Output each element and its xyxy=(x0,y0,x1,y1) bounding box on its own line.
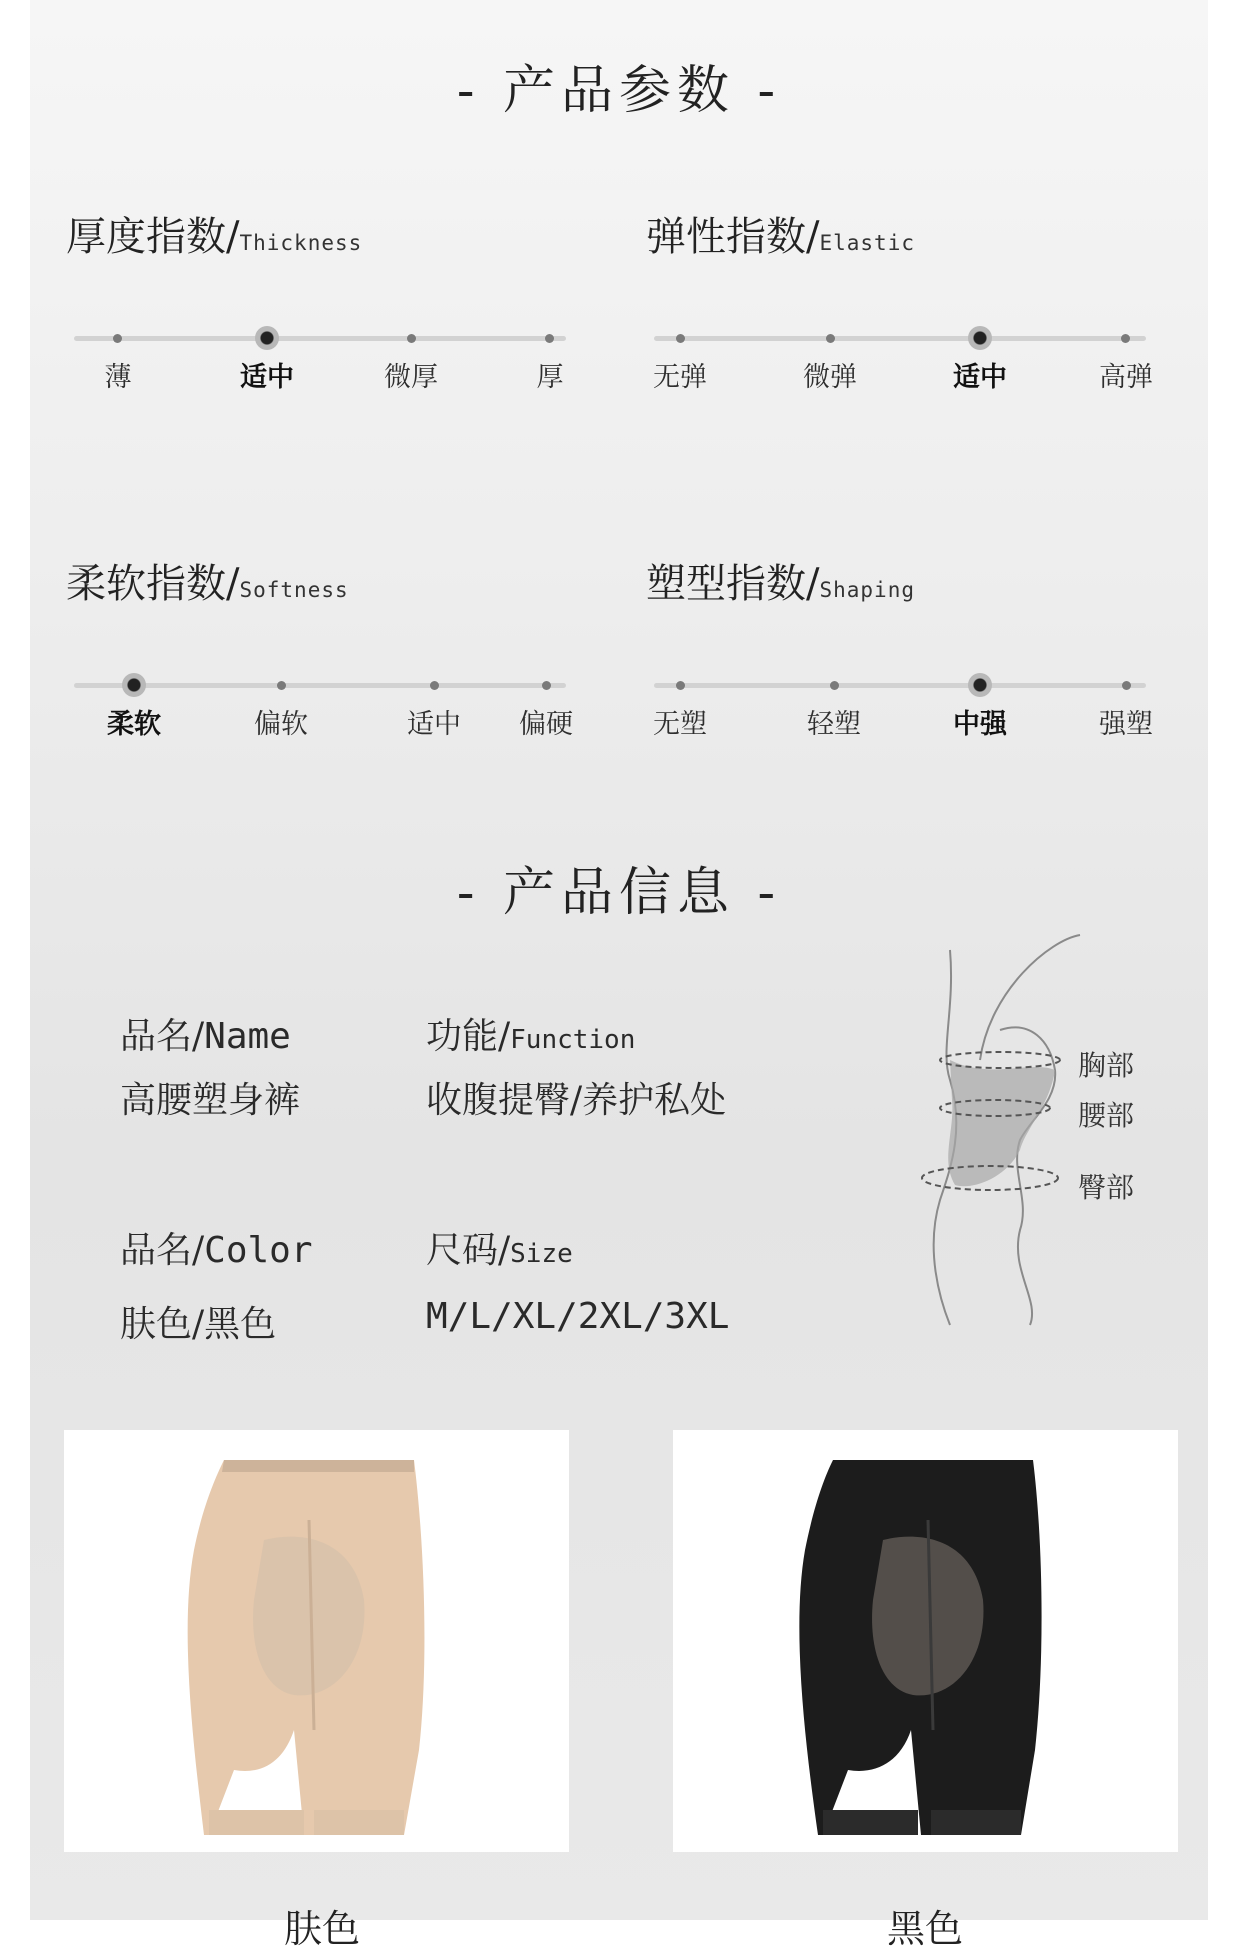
metric-elastic xyxy=(646,205,1156,405)
product-photo-nude xyxy=(64,1430,569,1852)
name-value: 高腰塑身裤 xyxy=(120,1080,301,1121)
metric-shaping xyxy=(646,552,1156,752)
metric-track xyxy=(74,683,566,688)
level-dot xyxy=(430,681,439,690)
level-label-selected: 中强 xyxy=(953,709,1007,740)
level-label: 薄 xyxy=(104,362,132,393)
level-dot xyxy=(676,334,685,343)
metric-track xyxy=(74,336,566,341)
level-dot xyxy=(542,681,551,690)
params-section-title: - 产品参数 - xyxy=(456,61,782,121)
metric-title: 柔软指数/Softness xyxy=(66,561,349,607)
level-dot xyxy=(826,334,835,343)
color-label: 品名/Color xyxy=(120,1230,313,1271)
level-label: 微厚 xyxy=(384,362,438,393)
level-dot-selected xyxy=(968,673,992,697)
size-value: M/L/XL/2XL/3XL xyxy=(426,1296,730,1337)
level-label: 强塑 xyxy=(1099,709,1153,740)
level-dot xyxy=(676,681,685,690)
level-label: 轻塑 xyxy=(807,709,861,740)
level-label: 无弹 xyxy=(653,362,707,393)
level-dot xyxy=(113,334,122,343)
body-label-chest: 胸部 xyxy=(1078,1049,1135,1082)
shapewear-nude-image xyxy=(64,1430,569,1852)
color-value: 肤色/黑色 xyxy=(120,1304,277,1345)
level-label: 偏软 xyxy=(254,709,308,740)
level-dot xyxy=(545,334,554,343)
metric-title: 塑型指数/Shaping xyxy=(646,561,915,607)
metric-track xyxy=(654,683,1146,688)
level-dot-selected xyxy=(255,326,279,350)
metric-title: 厚度指数/Thickness xyxy=(66,214,363,260)
level-dot xyxy=(1121,334,1130,343)
level-label: 偏硬 xyxy=(519,709,573,740)
level-dot-selected xyxy=(122,673,146,697)
level-dot-selected xyxy=(968,326,992,350)
caption-nude: 肤色 xyxy=(283,1907,361,1951)
level-label-selected: 柔软 xyxy=(107,709,161,740)
level-dot xyxy=(407,334,416,343)
body-outline-diagram xyxy=(910,930,1240,1330)
level-label: 微弹 xyxy=(803,362,857,393)
shapewear-black-image xyxy=(673,1430,1178,1852)
body-label-hip: 臀部 xyxy=(1078,1171,1135,1204)
info-section-title: - 产品信息 - xyxy=(456,863,782,923)
product-photo-black xyxy=(673,1430,1178,1852)
level-dot xyxy=(830,681,839,690)
body-label-waist: 腰部 xyxy=(1078,1099,1135,1132)
caption-black: 黑色 xyxy=(886,1907,964,1951)
level-label: 无塑 xyxy=(653,709,707,740)
function-value: 收腹提臀/养护私处 xyxy=(426,1080,727,1121)
metric-softness xyxy=(66,552,576,752)
content-panel xyxy=(30,0,1208,1951)
level-dot xyxy=(1122,681,1131,690)
size-label: 尺码/Size xyxy=(426,1230,573,1271)
name-label: 品名/Name xyxy=(120,1016,291,1057)
level-label: 高弹 xyxy=(1099,362,1153,393)
level-dot xyxy=(277,681,286,690)
metric-title: 弹性指数/Elastic xyxy=(646,214,915,260)
metric-thickness xyxy=(66,205,576,405)
metric-track xyxy=(654,336,1146,341)
level-label-selected: 适中 xyxy=(240,362,294,393)
level-label: 厚 xyxy=(536,362,564,393)
level-label-selected: 适中 xyxy=(953,362,1007,393)
level-label: 适中 xyxy=(407,709,461,740)
function-label: 功能/Function xyxy=(426,1016,636,1057)
